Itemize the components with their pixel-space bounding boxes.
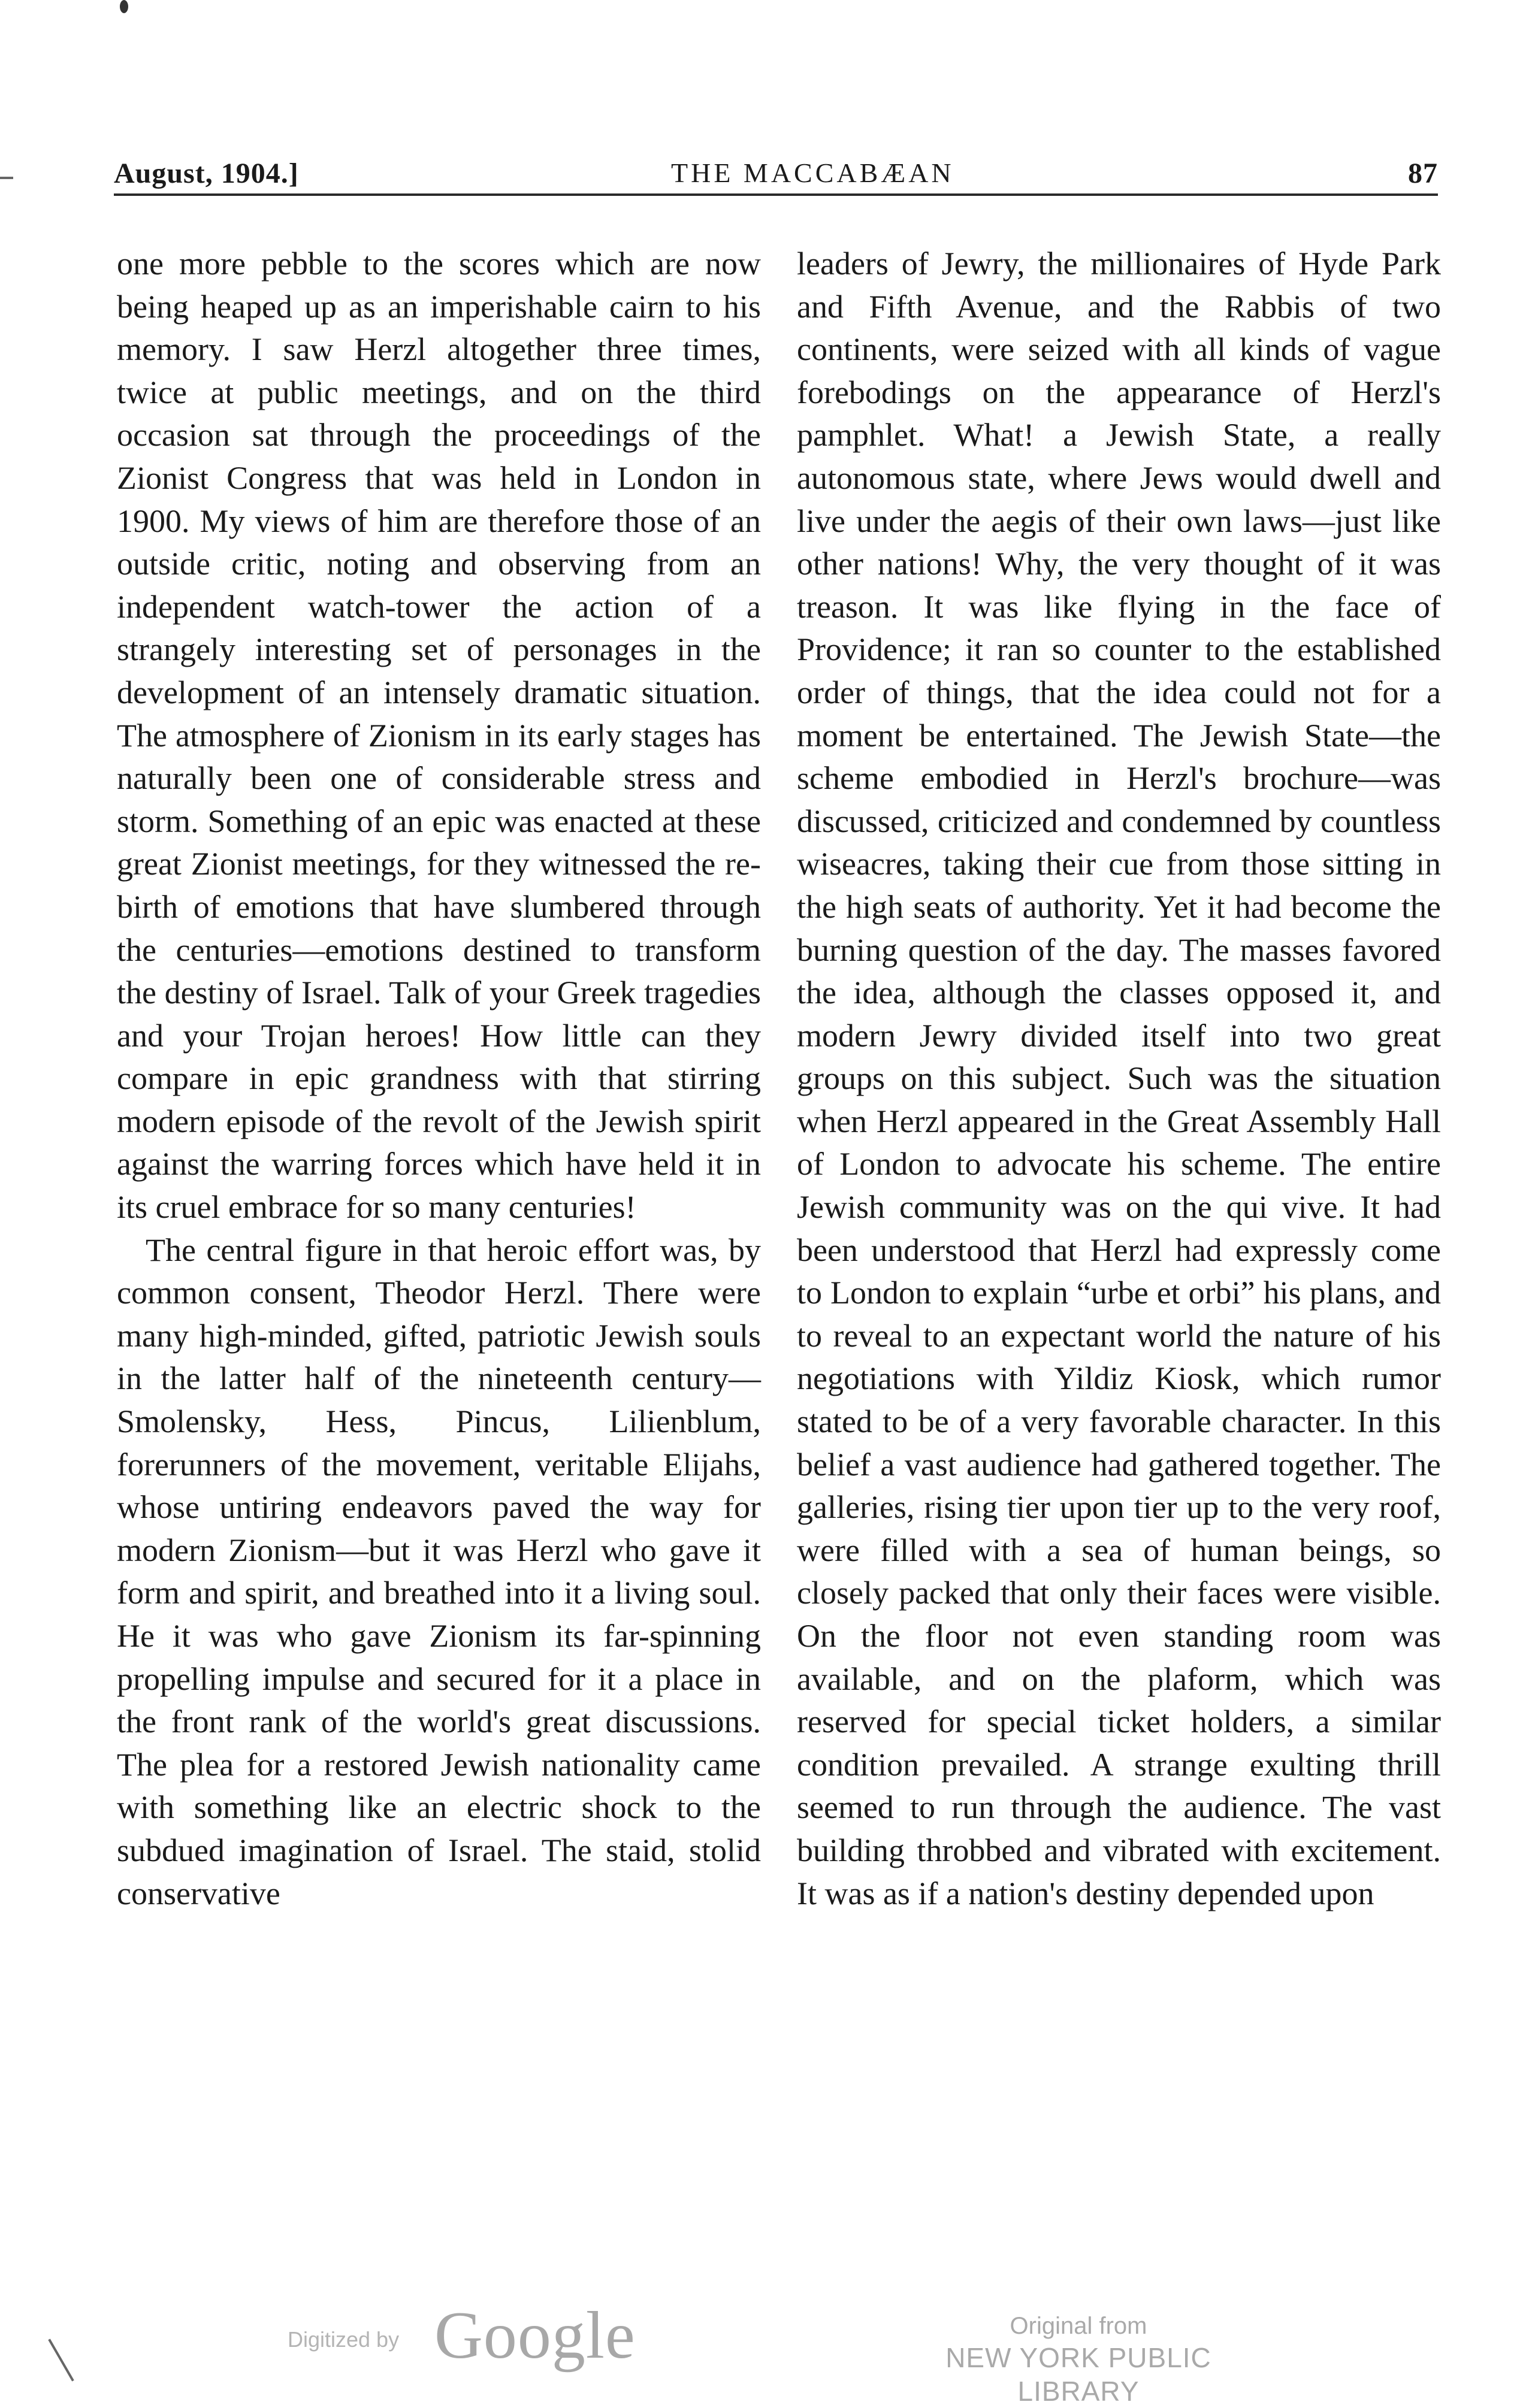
right-paragraph-1: leaders of Jewry, the millionaires of Hyde Park and Fifth Avenue, and the Rabbis of two continents, were seized with all kinds of vague forebodings on the appearance of Herzl's pamphlet. What! a Jewish State, a really autonomous state, where Jews would dwell and live under the aegis of their own laws—just like other nations! Why, the very thought of it was treason. It was like flying in the face of Providence; it ran so counter to the established order of things, that the idea could not for a moment be entertained. The Jewish State—the scheme embodied in Herzl's brochure—was discussed, criticized and condemned by countless wiseacres, taking their cue from those sitting in the high seats of authority. Yet it had become the burning question of the day. The masses favored the idea, although the classes opposed it, and modern Jewry divided itself into two great groups on this subject. Such was the situation when Herzl appeared in the Great Assembly Hall of London to advocate his scheme. The entire Jewish community was on the qui vive. It had been understood that Herzl had expressly come to London to explain “urbe et orbi” his plans, and to reveal to an expectant world the nature of his negotiations with Yildiz Kiosk, which rumor stated to be of a very favorable character. In this belief a vast audience had gathered together. The galleries, rising tier upon tier up to the very roof, were filled with a sea of human beings, so closely packed that only their faces were visible. On the floor not even standing room was available, and on the plaform, which was reserved for special ticket holders, a similar condition prevailed. A strange exulting thrill seemed to run through the audience. The vast building throbbed and vibrated with excitement. It was as if a nation's destiny depended upon — [797, 246, 1441, 1911]
digitized-by-label: Digitized by — [288, 2327, 400, 2352]
library-attribution — [887, 2311, 1270, 2407]
journal-title: THE MACCABÆAN — [671, 158, 954, 188]
scan-edge-mark — [48, 2339, 74, 2381]
ink-speck — [120, 0, 128, 13]
scan-edge-mark — [0, 177, 13, 179]
library-name: NEW YORK PUBLIC LIBRARY — [945, 2342, 1211, 2407]
left-column — [117, 243, 761, 1915]
header-rule — [114, 193, 1438, 196]
issue-date: August, 1904.] — [114, 158, 299, 189]
right-column — [797, 243, 1441, 1915]
left-paragraph-2: The central figure in that heroic effort was, by common consent, Theodor Herzl. There were many high-minded, gifted, patriotic Jewish souls in the latter half of the nineteenth century—Smolensky, Hess, Pincus, Lilienblum, forerunners of the movement, veritable Elijahs, whose untiring endeavors paved the way for modern Zionism—but it was Herzl who gave it form and spirit, and breathed into it a living soul. He it was who gave Zionism its far-spinning propelling impulse and secured for it a place in the front rank of the world's great discussions. The plea for a restored Jewish nationality came with something like an electric shock to the subdued imagination of Israel. The staid, stolid conservative — [117, 1232, 761, 1911]
running-header — [114, 157, 1438, 193]
digitized-by-google-watermark — [288, 2297, 636, 2373]
google-logo: Google — [434, 2298, 636, 2373]
left-paragraph-1: one more pebble to the scores which are now being heaped up as an imperishable cairn to his memory. I saw Herzl altogether three times, twice at public meetings, and on the third occasion sat through the proceedings of the Zionist Congress that was held in London in 1900. My views of him are therefore those of an outside critic, noting and observing from an independent watch-tower the action of a strangely interesting set of personages in the development of an intensely dramatic situation. The atmosphere of Zionism in its early stages has naturally been one of considerable stress and storm. Something of an epic was enacted at these great Zionist meetings, for they witnessed the re-birth of emotions that have slumbered through the centuries—emotions destined to transform the destiny of Israel. Talk of your Greek tragedies and your Trojan heroes! How little can they compare in epic grandness with that stirring modern episode of the revolt of the Jewish spirit against the warring forces which have held it in its cruel embrace for so many centuries! — [117, 246, 761, 1226]
page-number: 87 — [1408, 158, 1438, 189]
original-from-label: Original from — [1010, 2313, 1147, 2339]
